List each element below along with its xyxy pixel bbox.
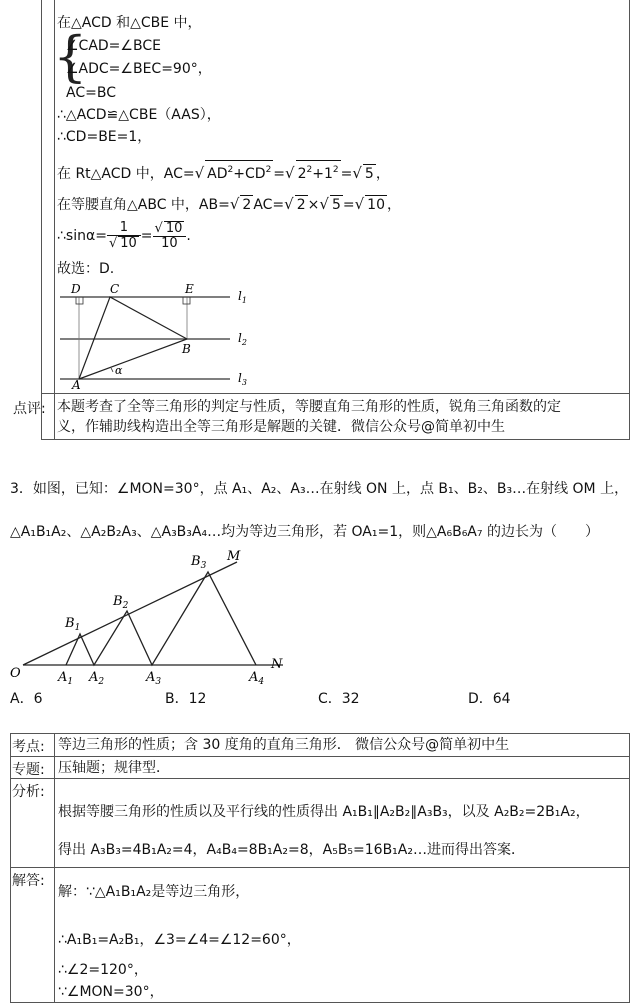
line4-prefix: 在 Rt△ACD 中，AC= xyxy=(57,166,195,182)
table-row-line-3 xyxy=(10,867,630,868)
solution-line-2: ∴△ACD≌△CBE（AAS）， xyxy=(57,107,221,123)
label-B1: $B_1$ xyxy=(65,616,81,633)
label-l3: $l_3$ xyxy=(238,371,247,387)
label-alpha: α xyxy=(115,364,123,377)
label-D: D xyxy=(71,282,81,296)
kaodian-label: 考点: xyxy=(12,739,45,755)
table-bottom-border xyxy=(10,1002,630,1003)
top-box-mid-line xyxy=(41,393,630,394)
option-d[interactable]: D．64 xyxy=(468,691,511,707)
kaodian-text: 等边三角形的性质；含 30 度角的直角三角形． 微信公众号@简单初中生 xyxy=(58,737,510,753)
label-A2: $A_2$ xyxy=(89,670,105,685)
solution-line-1: 在△ACD 和△CBE 中， xyxy=(57,15,202,31)
label-B3: $B_3$ xyxy=(191,554,207,571)
review-text-1: 本题考查了全等三角形的判定与性质，等腰直角三角形的性质，锐角三角函数的定 xyxy=(57,399,561,415)
label-l1: $l_1$ xyxy=(238,289,247,305)
label-A1: $A_1$ xyxy=(58,670,74,685)
figure-equilateral-triangles xyxy=(5,545,305,685)
label-N: N xyxy=(271,657,283,672)
solution-line-7: 故选：D. xyxy=(57,261,115,277)
jieda-line-2: ∴A₁B₁=A₂B₁，∠3=∠4=∠12=60°， xyxy=(58,932,301,948)
jieda-line-3: ∴∠2=120°， xyxy=(58,962,148,978)
radicand-2: $2^2+1^2$ xyxy=(296,160,341,183)
table-top-border xyxy=(10,733,630,734)
radical-sign: √ xyxy=(194,164,205,182)
top-box-right-border xyxy=(629,0,630,440)
table-row-line-2 xyxy=(10,778,630,779)
jieda-line-4: ∵∠MON=30°， xyxy=(58,984,164,1000)
table-left-border xyxy=(10,733,11,1003)
option-b[interactable]: B．12 xyxy=(165,691,207,707)
label-B2: $B_2$ xyxy=(113,594,129,611)
jieda-label: 解答: xyxy=(12,873,45,889)
radicand-1: $AD^2+CD^2$ xyxy=(205,160,273,183)
jieda-line-1: 解：∵△A₁B₁A₂是等边三角形， xyxy=(58,884,250,900)
top-box-bottom-line xyxy=(41,439,630,440)
label-C: C xyxy=(110,282,120,296)
solution-line-6: ∴sinα= $\frac{1}{√ 10}$ = $\frac{√ 10}{10}$ . xyxy=(57,220,191,251)
fenxi-line-1: 根据等腰三角形的性质以及平行线的性质得出 A₁B₁∥A₂B₂∥A₃B₃，以及 A₂B₂=2B₁A₂， xyxy=(58,804,590,820)
table-row-line-1 xyxy=(10,756,630,757)
condition-2: ∠ADC=∠BEC=90°， xyxy=(66,61,212,77)
solution-line-4: 在 Rt△ACD 中，AC=√ $AD^2+CD^2$ =√ $2^2+1^2$ =√ 5 ， xyxy=(57,160,390,183)
label-A: A xyxy=(72,378,81,390)
question-line-2: △A₁B₁A₂、△A₂B₂A₃、△A₃B₃A₄…均为等边三角形，若 OA₁=1，则△A₆B₆A₇ 的边长为（ ） xyxy=(10,524,599,540)
option-c[interactable]: C．32 xyxy=(318,691,360,707)
condition-3: AC=BC xyxy=(66,85,116,101)
question-line-1: 3．如图，已知：∠MON=30°，点 A₁、A₂、A₃…在射线 ON 上，点 B₁、B₂、B₃…在射线 OM 上， xyxy=(10,481,629,497)
fenxi-line-2: 得出 A₃B₃=4B₁A₂=4，A₄B₄=8B₁A₂=8，A₅B₅=16B₁A₂…进而得出答案． xyxy=(58,842,525,858)
zhuanti-label: 专题: xyxy=(12,762,45,778)
condition-1: ∠CAD=∠BCE xyxy=(66,38,161,54)
solution-line-3: ∴CD=BE=1， xyxy=(57,129,152,145)
label-E: E xyxy=(185,282,194,296)
label-O: O xyxy=(10,666,21,681)
label-A4: $A_4$ xyxy=(249,670,265,685)
label-M: M xyxy=(227,549,241,564)
figure-parallel-lines xyxy=(55,278,275,390)
label-l2: $l_2$ xyxy=(238,331,247,347)
zhuanti-text: 压轴题；规律型． xyxy=(58,760,170,776)
top-box-left-border xyxy=(41,0,42,440)
solution-line-5: 在等腰直角△ABC 中，AB=√ 2 AC=√ 2 ×√ 5 =√ 10 ， xyxy=(57,195,401,213)
table-right-border xyxy=(629,733,630,1003)
radicand-3: 5 xyxy=(364,166,374,182)
system-brace: { xyxy=(53,25,88,88)
label-B: B xyxy=(182,342,191,356)
option-a[interactable]: A．6 xyxy=(10,691,43,707)
table-col-divider xyxy=(54,733,55,1003)
review-text-2: 义，作辅助线构造出全等三角形是解题的关键．微信公众号@简单初中生 xyxy=(57,419,505,435)
review-label: 点评: xyxy=(13,401,46,417)
fenxi-label: 分析: xyxy=(12,784,45,800)
label-A3: $A_3$ xyxy=(146,670,162,685)
fraction-1: $\frac{1}{√ 10}$ xyxy=(107,221,141,251)
fraction-2: $\frac{√ 10}{10}$ xyxy=(153,221,187,251)
